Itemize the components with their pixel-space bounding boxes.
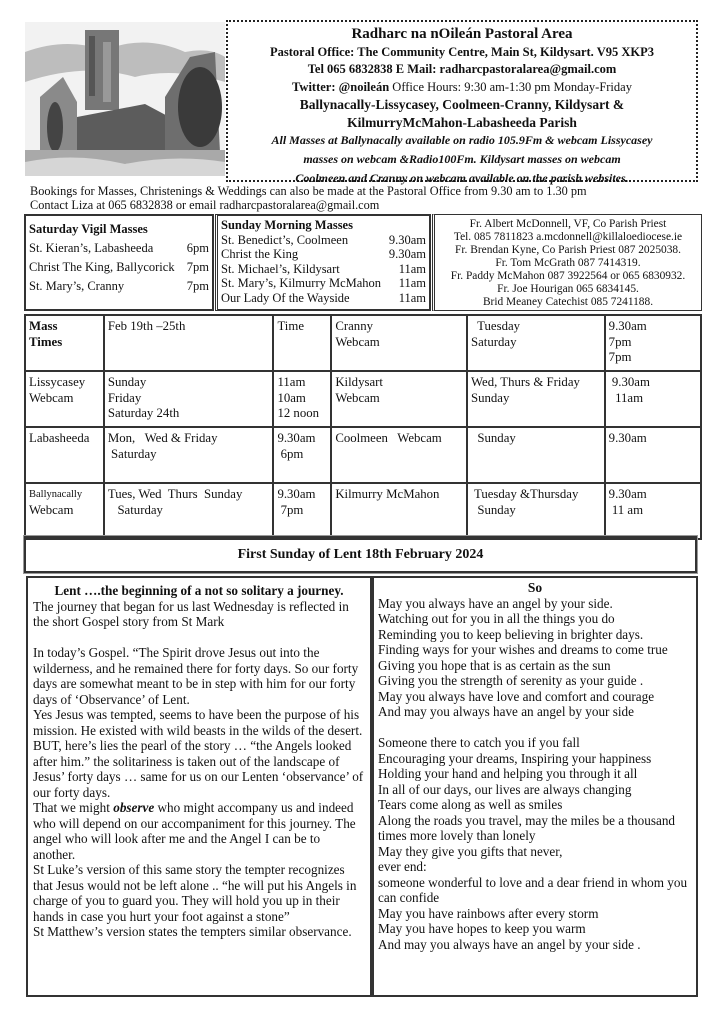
sunday-time: 9.30am xyxy=(388,232,426,247)
mass-times-row xyxy=(25,427,701,483)
sunday-church: Our Lady Of the Wayside xyxy=(221,290,350,305)
sunday-time: 9.30am xyxy=(388,247,426,261)
cell-line: Friday xyxy=(107,390,142,405)
cell-line: 9.30am xyxy=(608,487,647,501)
priests-contacts-box xyxy=(432,214,702,311)
article-title: Lent ….the beginning of a not so solitary a journey. xyxy=(54,583,344,598)
parishes-line-1: Ballynacally-Lissycasey, Coolmeen-Cranny, Kildysart & xyxy=(299,97,625,112)
mass-times-cell xyxy=(605,315,701,371)
priest-line: Tel. 085 7811823 a.mcdonnell@killaloediocese.ie xyxy=(453,231,683,243)
poem-stanza-2 xyxy=(378,735,692,952)
mass-times-cell xyxy=(273,315,331,371)
article-paragraph: St Luke’s version of this same story the tempter recognizes that Jesus would not be left alone .. “he will put his Angels in charge of you to guard you. They will hold you up in their hands in case you hurt your foot against a stone” xyxy=(33,862,357,924)
poem-line: Holding your hand and helping you through it all xyxy=(378,766,638,781)
saturday-vigil-heading: Saturday Vigil Masses xyxy=(29,222,148,236)
mass-times-cell xyxy=(331,315,467,371)
poem-line: Someone there to catch you if you fall xyxy=(378,735,580,750)
cell-line: 12 noon xyxy=(277,406,320,420)
mass-times-row xyxy=(25,371,701,427)
cell-line: 9.30am xyxy=(608,431,647,445)
cell-line: Mon, Wed & Friday xyxy=(107,431,218,445)
cell-line: 9.30am xyxy=(277,431,316,445)
office-address: Pastoral Office: The Community Centre, Main St, Kildysart. V95 XKP3 xyxy=(270,44,654,59)
mass-times-cell xyxy=(273,483,331,539)
mass-times-cell xyxy=(331,371,467,427)
cell-line: 7pm xyxy=(277,502,304,517)
mass-times-cell xyxy=(104,371,274,427)
poem-line: And may you always have an angel by your side . xyxy=(378,936,641,952)
cell-line: Sunday xyxy=(470,502,516,517)
cell-line: Feb 19th –25th xyxy=(107,319,186,333)
mass-times-header-row xyxy=(25,315,701,371)
cell-line: Wed, Thurs & Friday xyxy=(470,375,580,389)
mass-times-cell xyxy=(104,483,274,539)
saturday-vigil-box xyxy=(24,214,214,311)
cell-line: Sunday xyxy=(107,375,147,389)
sunday-morning-box xyxy=(215,214,431,311)
sunday-time: 11am xyxy=(398,276,426,290)
church-sketch-image xyxy=(25,22,225,176)
bookings-line-2: Contact Liza at 065 6832838 or email radharcpastoralarea@gmail.com xyxy=(30,198,380,212)
sunday-item xyxy=(221,262,426,277)
mass-times-cell xyxy=(467,315,605,371)
vigil-item xyxy=(29,258,209,277)
cell-line: 7pm xyxy=(608,350,632,364)
cell-line: Tuesday &Thursday xyxy=(470,487,579,501)
article-paragraph xyxy=(33,800,365,862)
parish-title: Radharc na nOileán Pastoral Area xyxy=(351,26,573,42)
poem-line: May you always have an angel by your side. xyxy=(378,595,613,611)
cell-line: Kildysart xyxy=(335,375,383,389)
office-contact: Tel 065 6832838 E Mail: radharcpastoralarea@gmail.com xyxy=(307,62,617,76)
priest-line: Fr. Brendan Kyne, Co Parish Priest 087 2025038. xyxy=(455,244,681,256)
priest-line: Fr. Tom McGrath 087 7414319. xyxy=(495,257,641,269)
article-text: That we might xyxy=(33,800,114,815)
priest-line: Fr. Paddy McMahon 087 3922564 or 065 6830932. xyxy=(450,270,686,282)
mass-times-cell xyxy=(273,371,331,427)
article-text: who might accompany us and indeed who will depend on our accompaniment for this journey. The angel who will look after me and the Angel I can be to another. xyxy=(33,800,356,862)
cell-line: Webcam xyxy=(29,390,74,405)
mass-times-cell xyxy=(25,483,104,539)
mass-times-table xyxy=(24,314,702,540)
mass-times-cell xyxy=(467,371,605,427)
priest-line: Brid Meaney Catechist 085 7241188. xyxy=(482,296,654,308)
sunday-church: St. Michael’s, Kildysart xyxy=(221,261,340,276)
poem-line: May they give you gifts that never, xyxy=(378,843,563,859)
cell-line: Lissycasey xyxy=(29,375,86,389)
mass-times-cell xyxy=(25,427,104,483)
sunday-morning-heading: Sunday Morning Masses xyxy=(221,218,353,232)
mass-times-cell xyxy=(25,315,104,371)
poem-line: May you have hopes to keep you warm xyxy=(378,921,586,936)
cell-line: Saturday xyxy=(470,334,517,349)
poem-line: Giving you the strength of serenity as your guide . xyxy=(378,673,644,688)
mass-times-cell xyxy=(605,427,701,483)
poem-line: In all of our days, our lives are always changing xyxy=(378,781,632,797)
poem-line: Watching out for you in all the things you do xyxy=(378,611,615,626)
sunday-banner: First Sunday of Lent 18th February 2024 xyxy=(24,536,697,573)
sunday-church: St. Mary’s, Kilmurry McMahon xyxy=(221,276,382,290)
cell-line: Sunday xyxy=(470,431,516,445)
sunday-item xyxy=(221,276,426,291)
emphasis-observe: observe xyxy=(113,800,155,815)
mass-times-cell xyxy=(273,427,331,483)
cell-line: 6pm xyxy=(277,446,304,461)
header-box xyxy=(226,20,698,185)
broadcast-line-3: Coolmeen and Cranny on webcam available on the parish websites. xyxy=(295,171,629,185)
poem-line: Reminding you to keep believing in brighter days. xyxy=(378,626,644,642)
cell-line: Webcam xyxy=(335,334,380,349)
poem-line: May you have rainbows after every storm xyxy=(378,905,599,921)
cell-line: Saturday xyxy=(107,502,163,517)
office-hours-line xyxy=(228,79,696,97)
cell-line: Webcam xyxy=(29,502,74,517)
priest-line: Fr. Albert McDonnell, VF, Co Parish Priest xyxy=(469,218,667,230)
vigil-time: 7pm xyxy=(186,260,209,274)
twitter-handle: Twitter: @noileán xyxy=(292,79,390,94)
cell-line: 9.30am xyxy=(277,487,316,501)
cell-line: Cranny xyxy=(335,319,373,333)
sunday-time: 11am xyxy=(398,290,426,305)
vigil-church: St. Kieran’s, Labasheeda xyxy=(29,241,154,255)
article-paragraph: In today’s Gospel. “The Spirit drove Jesus out into the wilderness, and he remained there for forty days. So our forty days are somewhat meant to be in step with him for our forty days of ‘Observance’ of Lent. xyxy=(33,645,359,707)
sunday-church: Christ the King xyxy=(221,247,299,261)
cell-line: Saturday xyxy=(107,446,157,461)
cell-line: 9.30am xyxy=(608,319,647,333)
cell-line: 11 am xyxy=(608,502,644,517)
vigil-church: Christ The King, Ballycorick xyxy=(29,260,175,274)
cell-line: 7pm xyxy=(608,334,632,349)
cell-line: Webcam xyxy=(335,390,380,405)
lent-article xyxy=(26,576,372,997)
parishes-line-2: KilmurryMcMahon-Labasheeda Parish xyxy=(347,114,577,130)
mass-times-cell xyxy=(605,483,701,539)
poem-stanza-1 xyxy=(378,596,692,720)
mass-times-cell xyxy=(467,427,605,483)
mass-times-cell xyxy=(25,371,104,427)
cell-line: Saturday 24th xyxy=(107,406,180,420)
cell-line: Times xyxy=(29,334,63,349)
sunday-time: 11am xyxy=(398,261,426,276)
poem-line: Encouraging your dreams, Inspiring your happiness xyxy=(378,750,652,766)
poem-line: ever end: xyxy=(378,859,427,874)
office-hours: Office Hours: 9:30 am-1:30 pm Monday-Friday xyxy=(389,79,632,94)
cell-line: Tuesday xyxy=(470,319,521,333)
mass-times-cell xyxy=(331,483,467,539)
cell-line: Kilmurry McMahon xyxy=(335,487,440,501)
cell-line: Coolmeen Webcam xyxy=(335,431,442,445)
mass-times-cell xyxy=(331,427,467,483)
bookings-line-1: Bookings for Masses, Christenings & Weddings can also be made at the Pastoral Office from 9.30 am to 1.30 pm xyxy=(30,184,587,198)
sunday-item xyxy=(221,291,426,306)
cell-line: 10am xyxy=(277,390,306,405)
poem-line: May you always have love and comfort and courage xyxy=(378,688,655,704)
priest-line: Fr. Joe Hourigan 065 6834145. xyxy=(497,283,639,295)
vigil-item xyxy=(29,277,209,296)
broadcast-line-2: masses on webcam &Radio100Fm. Kildysart masses on webcam xyxy=(303,152,621,166)
so-poem xyxy=(372,576,698,997)
poem-title: So xyxy=(527,580,543,595)
mass-times-row xyxy=(25,483,701,539)
poem-line: Along the roads you travel, may the miles be a thousand times more lovely than lonely xyxy=(378,812,676,843)
mass-times-cell xyxy=(104,315,274,371)
cell-line: Time xyxy=(277,319,304,333)
poem-line: Tears come along as well as smiles xyxy=(378,797,563,812)
cell-line: 11am xyxy=(608,390,644,405)
bookings-notice xyxy=(30,184,587,212)
cell-line: Sunday xyxy=(470,390,510,405)
church-ruin-illustration xyxy=(25,22,225,176)
vigil-item xyxy=(29,239,209,258)
article-paragraph: St Matthew’s version states the tempters similar observance. xyxy=(33,924,352,939)
cell-line: 9.30am xyxy=(608,375,650,389)
mass-times-cell xyxy=(104,427,274,483)
sunday-item xyxy=(221,233,426,248)
poem-line: And may you always have an angel by your side xyxy=(378,704,634,719)
broadcast-line-1: All Masses at Ballynacally available on radio 105.9Fm & webcam Lissycasey xyxy=(271,133,653,147)
poem-line: someone wonderful to love and a dear friend in whom you can confide xyxy=(378,874,688,905)
mass-times-cell xyxy=(467,483,605,539)
article-paragraph: The journey that began for us last Wednesday is reflected in the short Gospel story from St Mark xyxy=(33,598,349,629)
cell-line: 11am xyxy=(277,375,306,389)
mass-times-cell xyxy=(605,371,701,427)
poem-line: Giving you hope that is as certain as the sun xyxy=(378,657,611,673)
cell-line: Tues, Wed Thurs Sunday xyxy=(107,487,243,501)
cell-line: Mass xyxy=(29,319,58,333)
vigil-time: 7pm xyxy=(186,279,209,293)
sunday-church: St. Benedict’s, Coolmeen xyxy=(221,232,349,247)
sunday-item xyxy=(221,247,426,262)
cell-line: Labasheeda xyxy=(29,431,90,445)
vigil-time: 6pm xyxy=(186,241,209,255)
cell-line: Ballynacally xyxy=(29,489,83,500)
vigil-church: St. Mary’s, Cranny xyxy=(29,279,125,293)
article-paragraph: Yes Jesus was tempted, seems to have been the purpose of his mission. He existed with wild beasts in the wilds of the desert. BUT, here’s lies the pearl of the story … “the Angels looked after him.” the solitariness is taken out of the landscape of Jesus’ forty days … same for us on our Lenten ‘observance’ of our forty days. xyxy=(33,707,364,800)
poem-line: Finding ways for your wishes and dreams to come true xyxy=(378,642,668,657)
